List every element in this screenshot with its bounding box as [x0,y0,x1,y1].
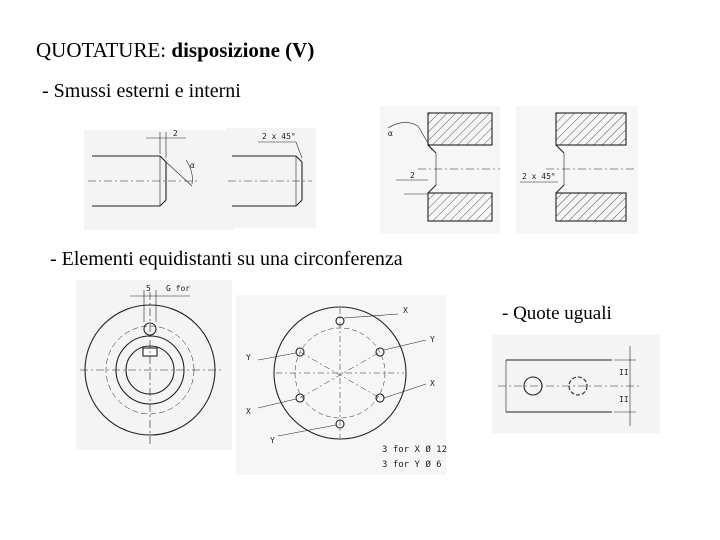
chamfer-spec-label: 2 x 45° [262,132,296,141]
flange-y-label-3: Y [270,436,275,445]
flange-x-label-1: X [403,306,408,315]
flange-note-1: 3 for X Ø 12 [382,445,448,455]
flange-y-label-2: Y [246,353,251,362]
chamfer-figure-angle [84,129,234,230]
flange-x-label-3: X [246,407,251,416]
title-suffix: disposizione (V) [171,38,315,62]
equal-mark-bottom: II [619,395,629,404]
hole-spec-label: 2 x 45° [522,172,556,181]
hole-figure-angle [380,106,500,234]
flange-x-label-2: X [430,379,435,388]
flange-holes-figure [236,295,447,475]
equal-mark-top: II [619,368,629,377]
disc-dim-g: G for [166,284,191,293]
section-heading-chamfers: - Smussi esterni e interni [42,80,241,102]
disc-dim-5: 5 [146,284,151,293]
keyed-disc-figure [76,280,232,450]
equal-dimensions-figure [492,335,660,433]
section-heading-equal: - Quote uguali [502,303,612,324]
flange-y-label-1: Y [430,335,435,344]
chamfer-dim-2: 2 [173,129,178,138]
chamfer-figure-45 [226,128,316,228]
hole-angle-label: α [388,129,393,138]
chamfer-angle-label: α [190,161,195,170]
flange-note-2: 3 for Y Ø 6 [382,460,442,470]
title-prefix: QUOTATURE: [36,38,172,62]
hole-dim-2: 2 [410,171,415,180]
hole-figure-45 [516,106,638,234]
section-heading-circle: - Elementi equidistanti su una circonferenza [50,248,403,270]
